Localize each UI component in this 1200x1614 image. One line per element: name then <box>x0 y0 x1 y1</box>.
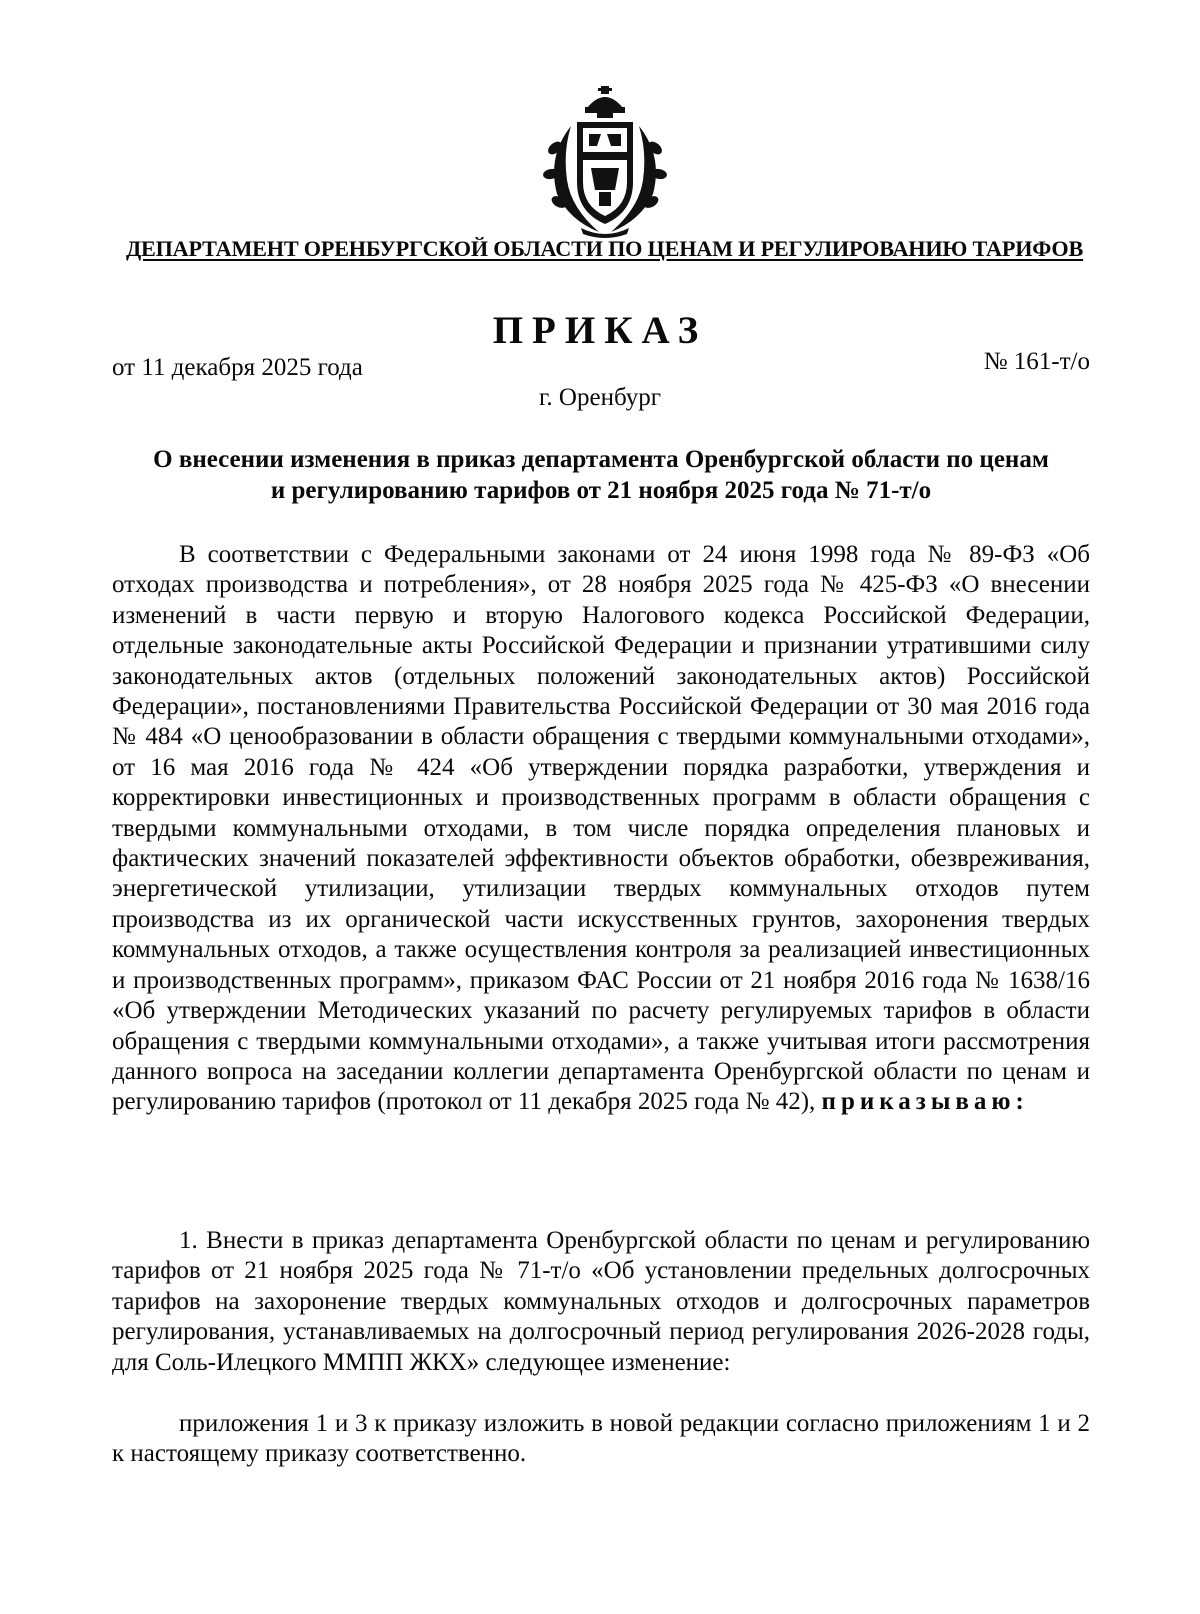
preamble-paragraph <box>112 540 1090 1118</box>
order-city: г. Оренбург <box>539 384 661 411</box>
preamble-text: В соответствии с Федеральными законами от 24 июня 1998 года № 89-ФЗ «Об отходах производства и потребления», от 28 ноября 2025 года № 425-ФЗ «О внесении изменений в части первую и вторую Налогового кодекса Российской Федерации, отдельные законодательные акты Российской Федерации и признании утратившими силу законодательных актов (отдельных положений законодательных актов) Российской Федерации», постановлениями Правительства Российской Федерации от 30 мая 2016 года № 484 «О ценообразовании в области обращения с твердыми коммунальными отходами», от 16 мая 2016 года № 424 «Об утверждении порядка разработки, утверждения и корректировки инвестиционных и производственных программ в области обращения с твердыми коммунальными отходами, в том числе порядка определения плановых и фактических значений показателей эффективности объектов обработки, обезвреживания, энергетической утилизации, утилизации твердых коммунальных отходов путем производства из их органической части искусственных грунтов, захоронения твердых коммунальных отходов, а также осуществления контроля за реализацией инвестиционных и производственных программ», приказом ФАС России от 21 ноября 2016 года № 1638/16 «Об утверждении Методических указаний по расчету регулируемых тарифов в области обращения с твердыми коммунальными отходами», а также учитывая итоги рассмотрения данного вопроса на заседании коллегии департамента Оренбургской области по ценам и регулированию тарифов (протокол от 11 декабря 2025 года № 42), <box>112 541 1090 1116</box>
coat-of-arms-emblem <box>541 82 669 240</box>
order-number: № 161-т/о <box>983 348 1090 375</box>
department-name: ДЕПАРТАМЕНТ ОРЕНБУРГСКОЙ ОБЛАСТИ ПО ЦЕНАМ И РЕГУЛИРОВАНИЮ ТАРИФОВ <box>125 236 1084 261</box>
point-1-subparagraph: приложения 1 и 3 к приказу изложить в новой редакции согласно приложениям 1 и 2 к настоящему приказу соответственно. <box>112 1410 1090 1468</box>
order-command: приказываю: <box>821 1088 1029 1116</box>
order-title: ПРИКАЗ <box>492 309 708 352</box>
point-1-paragraph: 1. Внести в приказ департамента Оренбургской области по ценам и регулированию тарифов от 21 ноября 2025 года № 71-т/о «Об установлении предельных долгосрочных тарифов на захоронение твердых коммунальных отходов и долгосрочных параметров регулирования, устанавливаемых на долгосрочный период регулирования 2026-2028 годы, для Соль-Илецкого ММПП ЖКХ» следующее изменение: <box>112 1227 1090 1376</box>
order-subject-line-1: О внесении изменения в приказ департамента Оренбургской области по ценам <box>153 446 1049 473</box>
order-date: от 11 декабря 2025 года <box>112 354 363 381</box>
order-subject <box>112 444 1090 506</box>
order-subject-line-2: и регулированию тарифов от 21 ноября 2025 года № 71-т/о <box>270 477 932 504</box>
